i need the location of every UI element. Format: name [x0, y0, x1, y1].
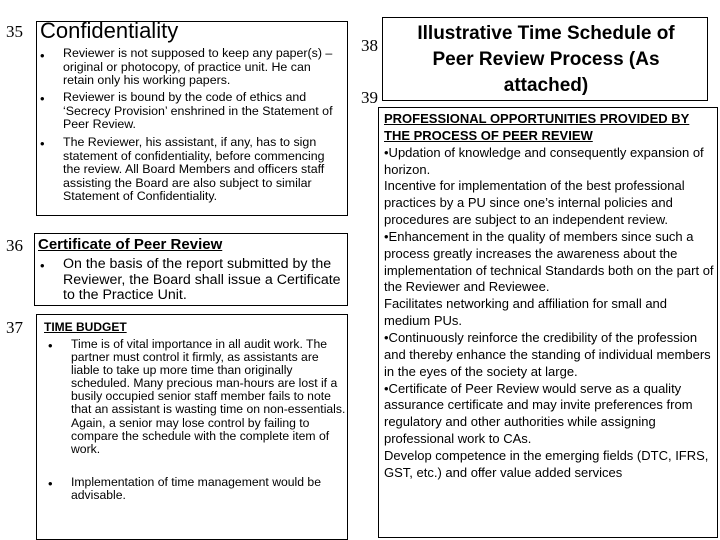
slide-number-35: 35	[6, 22, 23, 41]
slide-number-39: 39	[361, 88, 378, 107]
bullet-marker: •	[40, 258, 45, 273]
s39-para-5: •Continuously reinforce the credibility of the profession and thereby enhance the standing of individual members in the eyes of the society at large.	[384, 329, 711, 379]
slide-37-title: TIME BUDGET	[44, 320, 127, 334]
slide-39-content	[384, 111, 716, 482]
s39-heading: PROFESSIONAL OPPORTUNITIES PROVIDED BY THE PROCESS OF PEER REVIEW	[384, 111, 690, 143]
slide-36-title: Certificate of Peer Review	[38, 236, 223, 253]
s35-bullet-2: Reviewer is bound by the code of ethics and ‘Secrecy Provision’ enshrined in the Statement of Peer Review.	[63, 90, 333, 131]
slide-number-38: 38	[361, 36, 378, 55]
s39-para-1: •Updation of knowledge and consequently expansion of horizon.	[384, 144, 704, 177]
slide-35-title: Confidentiality	[40, 18, 179, 43]
s37-bullet-2: Implementation of time management would be advisable.	[71, 475, 321, 503]
bullet-marker: •	[40, 136, 45, 151]
bullet-marker: •	[40, 91, 45, 106]
slide-number-37: 37	[6, 318, 23, 337]
s39-para-3: •Enhancement in the quality of members since such a process greatly increases the awareness about the implementation of technical Standards both on the part of the Reviewer and Reviewee.	[384, 228, 714, 295]
s39-para-6: •Certificate of Peer Review would serve as a quality assurance certificate and may invite preferences from regulatory and other authorities while assigning professional work to CAs.	[384, 380, 693, 447]
slide-38-title: Illustrative Time Schedule of Peer Review Process (As attached)	[417, 23, 675, 96]
bullet-marker: •	[48, 338, 53, 353]
s37-bullet-1: Time is of vital importance in all audit work. The partner must control it firmly, as assistants are liable to take up more time than originally scheduled. Many precious man-hours are lost if a busily occupied senior staff member fails to note that an assistant is wasting time on non-essentials. Again, a senior may lose control by failing to compare the schedule with the complete item of work.	[71, 337, 346, 456]
bullet-marker: •	[48, 476, 53, 491]
s36-bullet-1: On the basis of the report submitted by the Reviewer, the Board shall issue a Certificate to the Practice Unit.	[63, 256, 341, 303]
s39-para-2: Incentive for implementation of the best professional practices by a PU since one’s internal policies and procedures are subject to an independent review.	[384, 178, 685, 228]
s35-bullet-1: Reviewer is not supposed to keep any paper(s) – original or photocopy, of practice unit. He can retain only his working papers.	[63, 46, 333, 87]
s39-para-7: Develop competence in the emerging fields (DTC, IFRS, GST, etc.) and offer value added services	[384, 447, 709, 480]
bullet-marker: •	[40, 48, 45, 63]
s39-para-4: Facilitates networking and affiliation for small and medium PUs.	[384, 296, 668, 329]
s35-bullet-3: The Reviewer, his assistant, if any, has to sign statement of confidentiality, before commencing the review. All Board Members and officers staff assisting the Board are also subject to similar Statement of Confidentiality.	[63, 135, 325, 203]
slide-number-36: 36	[6, 236, 23, 255]
